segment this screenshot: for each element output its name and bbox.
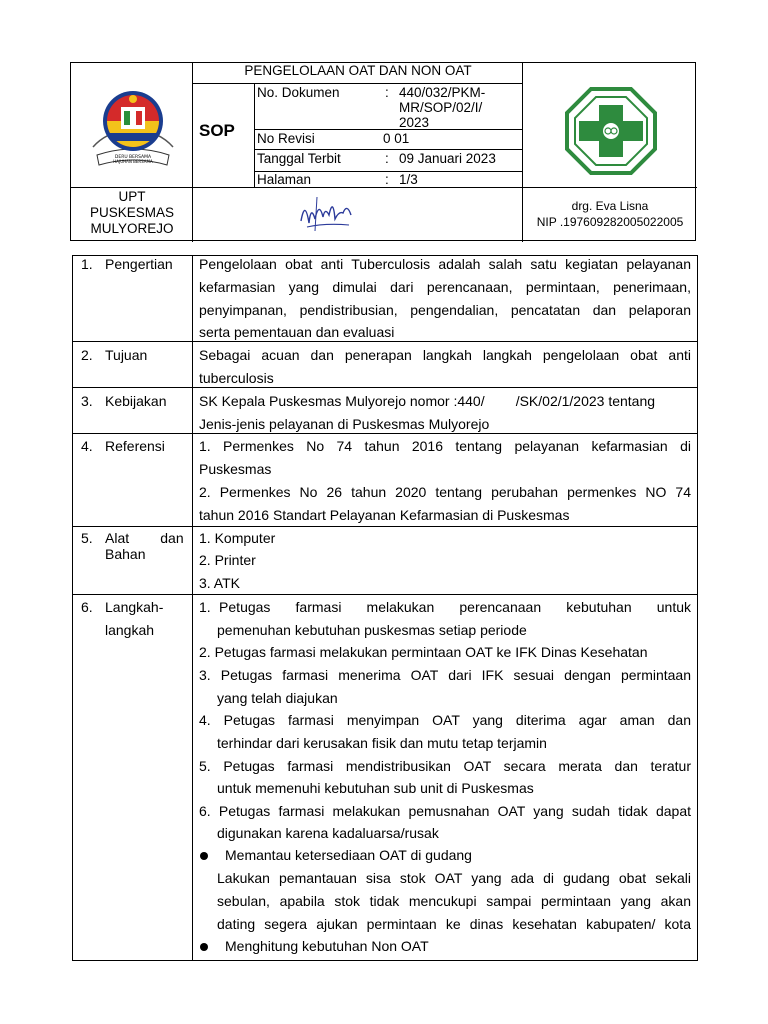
field-label-no-revisi: No Revisi [257, 131, 315, 146]
sop-header-table [70, 62, 696, 241]
section-text: 3. ATK [199, 575, 240, 591]
bullet-detail-text: Lakukan pemantauan sisa stok OAT yang ada di gudang obat sekali [217, 870, 691, 886]
step-text: digunakan karena kadaluarsa/rusak [217, 825, 439, 841]
bullet-text: Memantau ketersediaan OAT di gudang [225, 847, 472, 863]
section-label-alat-bahan: Bahan [105, 546, 146, 562]
field-value-halaman: 1/3 [399, 172, 418, 187]
section-text: Puskesmas [199, 461, 272, 477]
institution-line: MULYOREJO [90, 221, 174, 236]
section-label-langkah: langkah [105, 622, 155, 638]
signature [297, 193, 357, 235]
step-text: 6. Petugas farmasi melakukan pemusnahan OAT yang sudah tidak dapat [199, 803, 691, 819]
section-text: 2. Printer [199, 552, 256, 568]
signatory-name: drg. Eva Lisna [571, 199, 649, 213]
institution-line: UPT [118, 189, 146, 204]
puskesmas-logo [565, 87, 657, 175]
step-text: terhindar dari kerusakan fisik dan mutu tetap terjamin [217, 735, 547, 751]
bullet-icon [200, 943, 208, 951]
document-title: PENGELOLAAN OAT DAN NON OAT [244, 63, 472, 78]
step-text: untuk memenuhi kebutuhan sub unit di Puskesmas [217, 780, 534, 796]
step-text: yang telah diajukan [217, 690, 338, 706]
section-label-tujuan: Tujuan [105, 347, 148, 363]
institution-line: PUSKESMAS [89, 205, 175, 220]
bullet-detail-text: sebulan, apabila stok tidak mencukupi sampai permintaan yang akan [217, 893, 691, 909]
section-text: Pengelolaan obat anti Tuberculosis adalah salah satu kegiatan pelayanan [199, 256, 691, 272]
bullet-detail-text: dating segera ajukan permintaan ke dinas kesehatan kabupaten/ kota [217, 916, 691, 932]
field-value-no-dokumen: MR/SOP/02/I/ [399, 100, 483, 115]
section-number: 2. [81, 347, 93, 363]
logo-ribbon-text: DERU BERSAMA [114, 155, 152, 160]
step-text: 1. Petugas farmasi melakukan perencanaan kebutuhan untuk [199, 599, 691, 615]
section-label-referensi: Referensi [105, 438, 165, 454]
section-text: 1. Komputer [199, 530, 276, 546]
step-text: 5. Petugas farmasi mendistribusikan OAT secara merata dan teratur [199, 758, 691, 774]
section-label-langkah: Langkah- [105, 599, 164, 615]
section-number: 5. [81, 530, 93, 546]
step-text: 4. Petugas farmasi menyimpan OAT yang diterima agar aman dan [199, 712, 691, 728]
section-text: SK Kepala Puskesmas Mulyorejo nomor :440/ /SK/02/1/2023 tentang [199, 393, 656, 409]
regency-logo [87, 85, 179, 179]
field-label-tanggal-terbit: Tanggal Terbit [257, 151, 341, 166]
field-colon: : [385, 172, 389, 187]
section-label-alat-bahan: Alat dan [105, 530, 184, 546]
section-number: 3. [81, 393, 93, 409]
sop-label: SOP [199, 121, 235, 140]
field-colon: : [385, 151, 389, 166]
field-label-halaman: Halaman [257, 172, 312, 187]
bullet-text: Menghitung kebutuhan Non OAT [225, 938, 429, 954]
step-text: 2. Petugas farmasi melakukan permintaan OAT ke IFK Dinas Kesehatan [199, 644, 648, 660]
field-value-no-dokumen: 2023 [399, 115, 430, 130]
section-text: penyimpanan, pendistribusian, pengendalian, pencatatan dan pelaporan [199, 302, 691, 318]
section-number: 1. [81, 256, 93, 272]
step-text: pemenuhan kebutuhan puskesmas setiap periode [217, 622, 527, 638]
step-text: 3. Petugas farmasi menerima OAT dari IFK sesuai dengan permintaan [199, 667, 691, 683]
section-label-pengertian: Pengertian [105, 256, 173, 272]
section-number: 4. [81, 438, 93, 454]
logo-ribbon-text: HAJUHAN BERSAMA [113, 159, 153, 164]
section-text: kefarmasian yang dimulai dari perencanaan, permintaan, penerimaan, [199, 279, 691, 295]
section-label-kebijakan: Kebijakan [105, 393, 167, 409]
field-value-tanggal-terbit: 09 Januari 2023 [399, 151, 496, 166]
field-value-no-dokumen: 440/032/PKM- [399, 85, 486, 100]
signatory-nip: NIP .197609282005022005 [536, 215, 684, 229]
field-label-no-dokumen: No. Dokumen [257, 85, 340, 100]
section-text: serta pementauan dan evaluasi [199, 324, 395, 340]
section-text: tahun 2016 Standart Pelayanan Kefarmasian di Puskesmas [199, 507, 570, 523]
section-text: 1. Permenkes No 74 tahun 2016 tentang pelayanan kefarmasian di [199, 438, 691, 454]
institution-name [71, 189, 193, 237]
bullet-icon [200, 852, 208, 860]
section-number: 6. [81, 599, 93, 615]
section-text: Jenis-jenis pelayanan di Puskesmas Mulyorejo [199, 416, 490, 432]
section-text: 2. Permenkes No 26 tahun 2020 tentang perubahan permenkes NO 74 [199, 484, 691, 500]
field-colon: : [385, 85, 389, 100]
sop-content-table [72, 255, 698, 961]
section-text: tuberculosis [199, 370, 274, 386]
field-value-no-revisi: 0 01 [383, 131, 410, 146]
section-text: Sebagai acuan dan penerapan langkah langkah pengelolaan obat anti [199, 347, 691, 363]
